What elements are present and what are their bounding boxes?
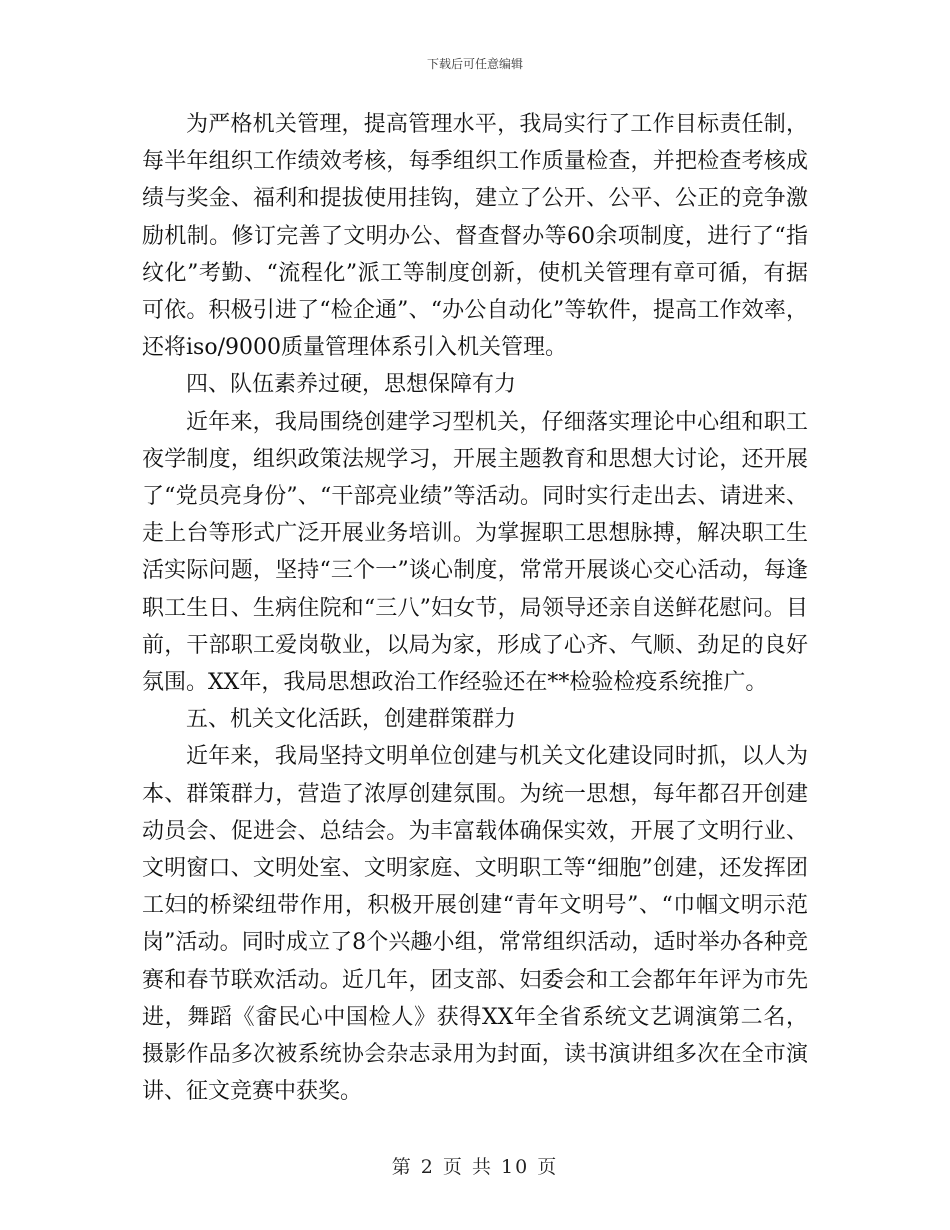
body-paragraph: 近年来，我局围绕创建学习型机关，仔细落实理论中心组和职工夜学制度，组织政策法规学习，开展主题教育和思想大讨论，还开展了“党员亮身份”、“干部亮业绩”等活动。同时实行走出去、请进来、走上台等形式广泛开展业务培训。为掌握职工思想脉搏，解决职工生活实际问题，坚持“三个一”谈心制度，常常开展谈心交心活动，每逢职工生日、生病住院和“三八”妇女节，局领导还亲自送鲜花慰问。目前，干部职工爱岗敬业，以局为家，形成了心齐、气顺、劲足的良好氛围。XX年，我局思想政治工作经验还在**检验检疫系统推广。 bbox=[142, 409, 808, 696]
body-paragraph: 为严格机关管理，提高管理水平，我局实行了工作目标责任制，每半年组织工作绩效考核，每季组织工作质量检查，并把检查考核成绩与奖金、福利和提拔使用挂钩，建立了公开、公平、公正的竞争激励机制。修订完善了文明办公、督查督办等60余项制度，进行了“指纹化”考勤、“流程化”派工等制度创新，使机关管理有章可循，有据可依。积极引进了“检企通”、“办公自动化”等软件，提高工作效率，还将iso/9000质量管理体系引入机关管理。 bbox=[142, 112, 808, 361]
section-heading-4: 四、队伍素养过硬，思想保障有力 bbox=[186, 372, 517, 398]
body-paragraph: 近年来，我局坚持文明单位创建与机关文化建设同时抓，以人为本、群策群力，营造了浓厚创建氛围。为统一思想，每年都召开创建动员会、促进会、总结会。为丰富载体确保实效，开展了文明行业、文明窗口、文明处室、文明家庭、文明职工等“细胞”创建，还发挥团工妇的桥梁纽带作用，积极开展创建“青年文明号”、“巾帼文明示范岗”活动。同时成立了8个兴趣小组，常常组织活动，适时举办各种竞赛和春节联欢活动。近几年，团支部、妇委会和工会都年年评为市先进，舞蹈《畲民心中国检人》获得XX年全省系统文艺调演第二名，摄影作品多次被系统协会杂志录用为封面，读书演讲组多次在全市演讲、征文竞赛中获奖。 bbox=[142, 744, 808, 1105]
document-body bbox=[142, 106, 808, 1110]
section-heading-5: 五、机关文化活跃，创建群策群力 bbox=[186, 707, 517, 733]
page-header-note: 下载后可任意编辑 bbox=[426, 57, 523, 71]
page-number-footer: 第 2 页 共 10 页 bbox=[391, 1156, 559, 1178]
